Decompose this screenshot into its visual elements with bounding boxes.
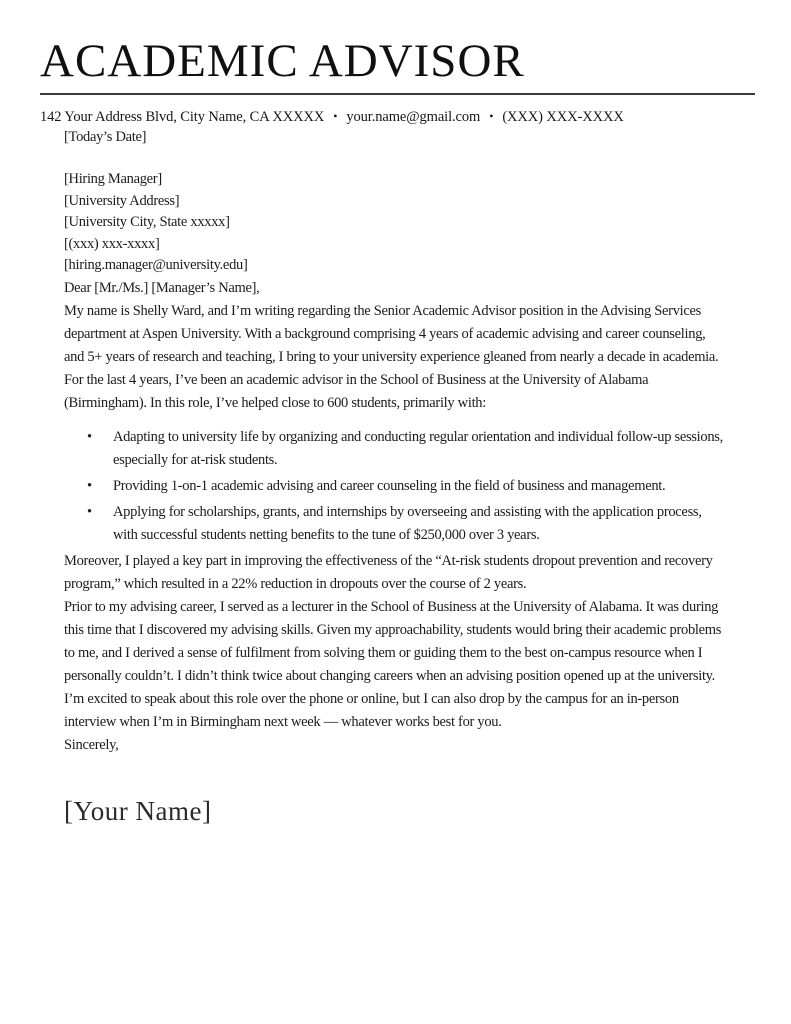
list-item: • Adapting to university life by organizing and conducting regular orientation and individual follow-up sessions, especially for at-risk students.	[113, 426, 726, 472]
contact-email: your.name@gmail.com	[346, 109, 481, 125]
bullet-separator: •	[333, 109, 338, 123]
contact-phone: (XXX) XXX-XXXX	[502, 109, 624, 125]
paragraph-experience: For the last 4 years, I’ve been an academic advisor in the School of Business at the University of Alabama (Birmingham). In this role, I’ve helped close to 600 students, primarily with:	[64, 371, 649, 411]
paragraph-moreover: Moreover, I played a key part in improving the effectiveness of the “At-risk students dropout prevention and recovery program,” which resulted in a 22% reduction in dropouts over the course of 2 years.	[64, 552, 713, 592]
recipient-line: [University Address]	[64, 192, 180, 209]
list-item: • Providing 1-on-1 academic advising and career counseling in the field of business and management.	[113, 475, 726, 498]
letterhead	[40, 34, 755, 126]
recipient-line: [University City, State xxxxx]	[64, 214, 230, 230]
signature-placeholder: [Your Name]	[64, 795, 212, 826]
achievements-list	[64, 426, 726, 547]
contact-line	[40, 107, 755, 126]
recipient-line: [(xxx) xxx-xxxx]	[64, 235, 160, 252]
recipient-block	[64, 169, 726, 277]
bullet-separator: •	[489, 109, 494, 123]
date-placeholder: [Today’s Date]	[64, 129, 147, 145]
paragraph-closing: I’m excited to speak about this role over the phone or online, but I can also drop by the campus for an in-person interview when I’m in Birmingham next week — whatever works best for you.	[64, 690, 679, 730]
recipient-line: [Hiring Manager]	[64, 171, 162, 187]
contact-address: 142 Your Address Blvd, City Name, CA XXXXX	[40, 109, 325, 125]
sign-off: Sincerely,	[64, 736, 119, 753]
page-title: ACADEMIC ADVISOR	[40, 35, 525, 87]
paragraph-prior: Prior to my advising career, I served as a lecturer in the School of Business at the University of Alabama. It was during this time that I discovered my advising skills. Given my approachability, students would bring their academic problems to me, and I derived a sense of fulfilment from solving them or guiding them to the best on-campus resource when I personally couldn’t. I didn’t think twice about changing careers when an advising position opened up at the university.	[64, 598, 722, 684]
paragraph-intro: My name is Shelly Ward, and I’m writing regarding the Senior Academic Advisor position in the Advising Services department at Aspen University. With a background comprising 4 years of academic advising and career counseling, and 5+ years of research and teaching, I bring to your university experience gleaned from nearly a decade in academia.	[64, 302, 719, 365]
list-item: • Applying for scholarships, grants, and internships by overseeing and assisting with the application process, with successful students netting benefits to the tune of $250,000 over 3 years.	[113, 501, 726, 547]
header-divider	[40, 93, 755, 95]
letter-body	[64, 126, 726, 827]
recipient-line: [hiring.manager@university.edu]	[64, 257, 248, 273]
salutation: Dear [Mr./Ms.] [Manager’s Name],	[64, 279, 260, 296]
